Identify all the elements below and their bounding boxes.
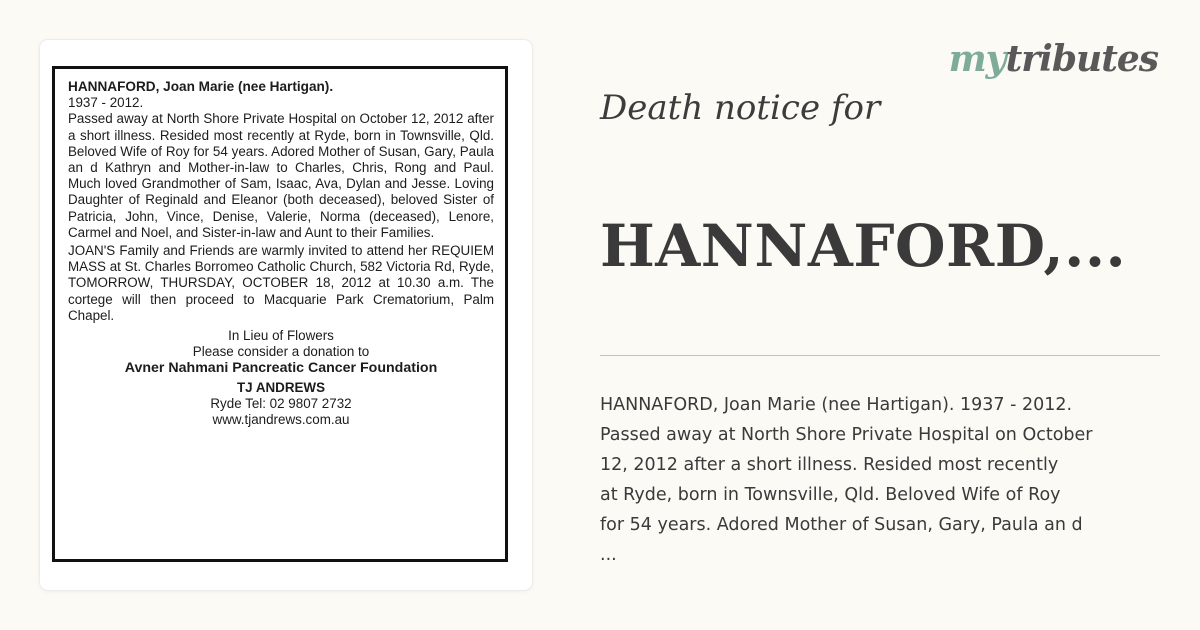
notice-image-card (40, 40, 532, 590)
funeral-director-phone: Ryde Tel: 02 9807 2732 (210, 396, 352, 412)
mytributes-logo[interactable] (949, 38, 1158, 80)
funeral-director-website: www.tjandrews.com.au (212, 412, 350, 428)
notice-summary (600, 390, 1160, 570)
death-notice-scan (52, 66, 508, 562)
notice-foundation: Avner Nahmani Pancreatic Cancer Foundation (124, 360, 438, 377)
deceased-name-title: HANNAFORD,... (600, 212, 1127, 280)
summary-line: HANNAFORD, Joan Marie (nee Hartigan). 1937 - 2012. (600, 395, 1073, 415)
notice-donation: Please consider a donation to (192, 344, 370, 360)
summary-line: Passed away at North Shore Private Hospital on October (600, 425, 1093, 445)
funeral-director-name: TJ ANDREWS (236, 380, 326, 396)
summary-line: 12, 2012 after a short illness. Resided most recently (600, 455, 1059, 475)
logo-tributes: tributes (1005, 38, 1158, 80)
summary-ellipsis: ... (600, 545, 617, 565)
notice-footer (68, 328, 494, 428)
notice-paragraph-1: Passed away at North Shore Private Hospital on October 12, 2012 after a short illness. Resided most recently at Ryde, born in Townsville, Qld. Beloved Wife of Roy for 54 years. Adored Mother of Susan, Gary, Paula an d Kathryn and Mother-in-law to Charles, Chris, Rong and Paul. Much loved Grandmother of Sam, Isaac, Ava, Dylan and Jesse. Loving Daughter of Reginald and Eleanor (both deceased), beloved Sister of Patricia, John, Vince, Denise, Valerie, Norma (deceased), Lenore, Carmel and Noel, and Sister-in-law and Aunt to their Families. (68, 111, 494, 240)
divider (600, 355, 1160, 356)
notice-name-line: HANNAFORD, Joan Marie (nee Hartigan). (68, 79, 334, 94)
notice-paragraph-2: JOAN'S Family and Friends are warmly invited to attend her REQUIEM MASS at St. Charles Borromeo Catholic Church, 582 Victoria Rd, Ryde, TOMORROW, THURSDAY, OCTOBER 18, 2012 at 10.30 a.m. The cortege will then proceed to Macquarie Park Crematorium, Palm Chapel. (68, 243, 494, 323)
page-heading: Death notice for (600, 88, 881, 128)
notice-years: 1937 - 2012. (68, 95, 144, 111)
logo-my: my (948, 38, 1006, 80)
notice-lieu: In Lieu of Flowers (228, 328, 334, 344)
summary-line: at Ryde, born in Townsville, Qld. Beloved Wife of Roy (600, 485, 1061, 505)
summary-line: for 54 years. Adored Mother of Susan, Gary, Paula an d (600, 515, 1083, 535)
